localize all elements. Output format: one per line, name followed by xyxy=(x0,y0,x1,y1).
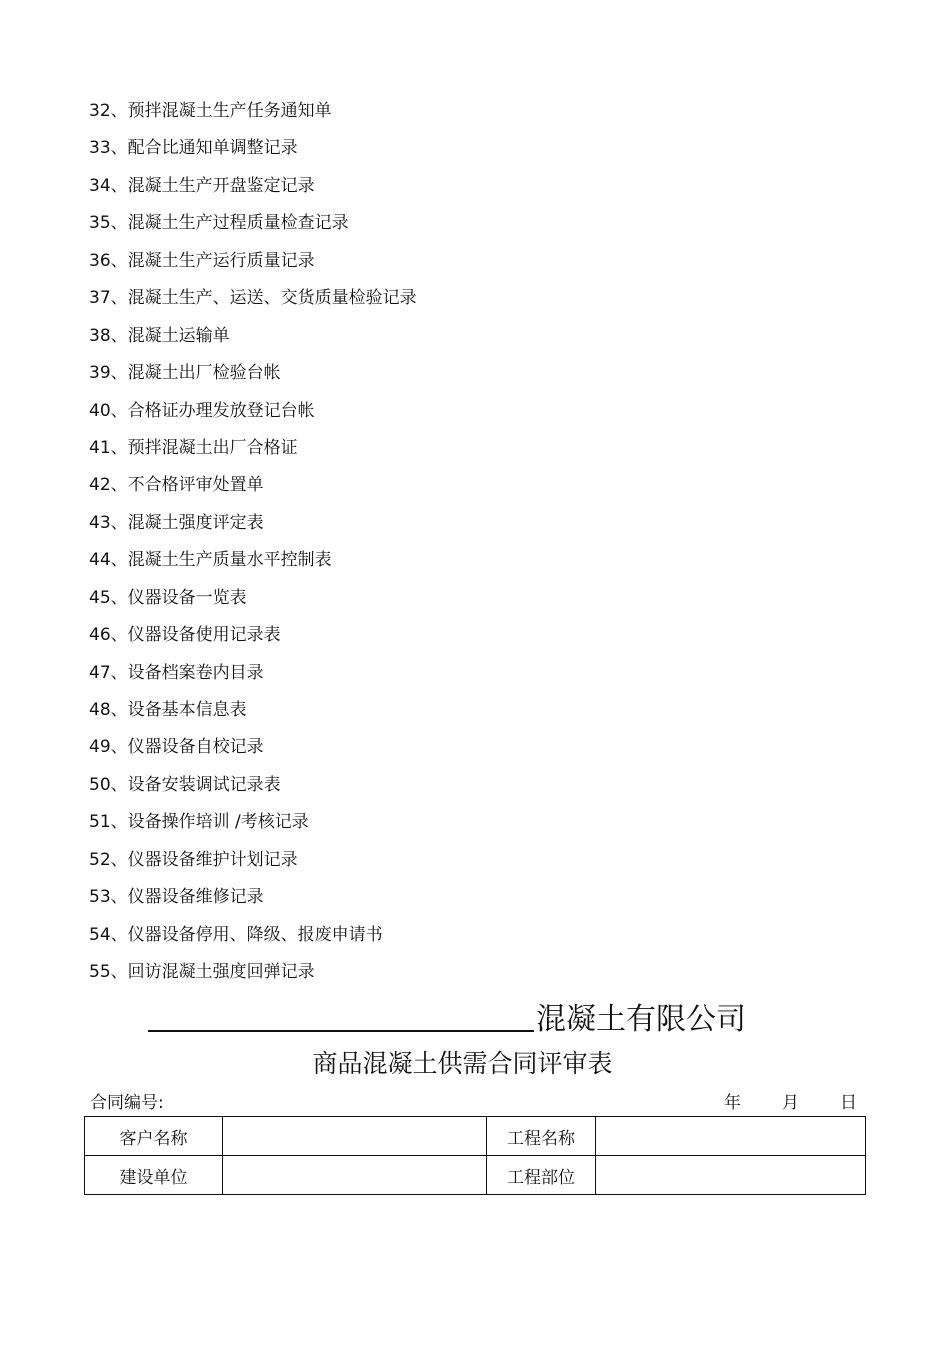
customer-name-label: 客户名称 xyxy=(85,1117,223,1156)
project-site-field[interactable] xyxy=(596,1156,866,1195)
list-item: 35、混凝土生产过程质量检查记录 xyxy=(89,213,349,234)
list-item: 45、仪器设备一览表 xyxy=(89,587,247,608)
contract-number-label: 合同编号: xyxy=(90,1093,164,1113)
list-item: 39、混凝土出厂检验台帐 xyxy=(89,363,281,384)
project-name-field[interactable] xyxy=(596,1117,866,1156)
company-heading xyxy=(148,1000,758,1040)
list-item: 52、仪器设备维护计划记录 xyxy=(89,849,298,870)
form-title: 商品混凝土供需合同评审表 xyxy=(312,1049,613,1078)
list-item: 54、仪器设备停用、降级、报废申请书 xyxy=(89,924,383,945)
company-name-blank xyxy=(148,1030,534,1032)
list-item: 38、混凝土运输单 xyxy=(89,325,230,346)
table-row xyxy=(85,1156,866,1195)
list-item: 43、混凝土强度评定表 xyxy=(89,512,264,533)
company-suffix: 混凝土有限公司 xyxy=(536,1002,746,1037)
list-item: 50、设备安装调试记录表 xyxy=(89,774,281,795)
list-item: 34、混凝土生产开盘鉴定记录 xyxy=(89,175,315,196)
project-site-label: 工程部位 xyxy=(487,1156,596,1195)
list-item: 44、混凝土生产质量水平控制表 xyxy=(89,550,332,571)
list-item: 33、配合比通知单调整记录 xyxy=(89,138,298,159)
list-item: 51、设备操作培训 /考核记录 xyxy=(89,812,309,833)
customer-name-field[interactable] xyxy=(223,1117,487,1156)
list-item: 48、设备基本信息表 xyxy=(89,700,247,720)
builder-field[interactable] xyxy=(223,1156,487,1195)
list-item: 49、仪器设备自校记录 xyxy=(89,737,264,758)
list-item: 37、混凝土生产、运送、交货质量检验记录 xyxy=(89,288,417,309)
list-item: 36、混凝土生产运行质量记录 xyxy=(89,250,315,271)
list-item: 42、不合格评审处置单 xyxy=(89,475,264,496)
list-item: 32、预拌混凝土生产任务通知单 xyxy=(89,101,332,121)
contract-review-table xyxy=(84,1116,866,1195)
date-month-label: 月 xyxy=(782,1093,799,1113)
date-year-label: 年 xyxy=(724,1093,741,1113)
list-item: 47、设备档案卷内目录 xyxy=(89,662,264,683)
date-day-label: 日 xyxy=(840,1093,857,1113)
builder-label: 建设单位 xyxy=(85,1156,223,1195)
list-item: 41、预拌混凝土出厂合格证 xyxy=(89,437,298,458)
table-row xyxy=(85,1117,866,1156)
project-name-label: 工程名称 xyxy=(487,1117,596,1156)
list-item: 55、回访混凝土强度回弹记录 xyxy=(89,962,315,983)
list-item: 53、仪器设备维修记录 xyxy=(89,887,264,908)
list-item: 40、合格证办理发放登记台帐 xyxy=(89,400,315,421)
list-item: 46、仪器设备使用记录表 xyxy=(89,625,281,646)
document-list xyxy=(89,98,417,997)
